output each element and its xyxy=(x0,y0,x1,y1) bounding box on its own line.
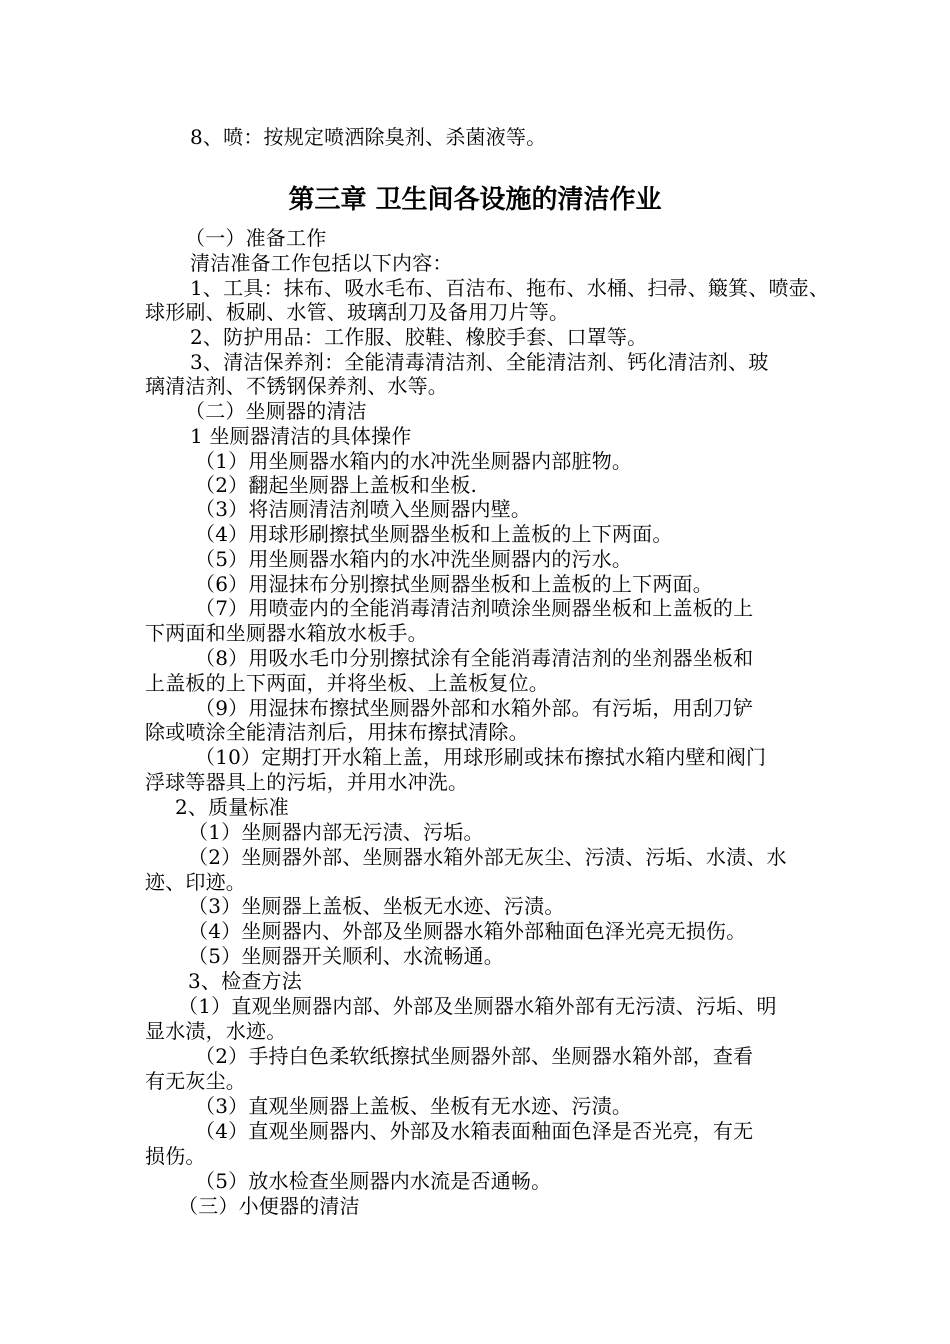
list-item: （1）直观坐厕器内部、外部及坐厕器水箱外部有无污渍、污垢、明 xyxy=(178,994,777,1018)
list-item: （2）坐厕器外部、坐厕器水箱外部无灰尘、污渍、污垢、水渍、水 xyxy=(188,845,787,869)
list-item-continuation: 损伤。 xyxy=(145,1144,206,1168)
list-item: （1）用坐厕器水箱内的水冲洗坐厕器内部脏物。 xyxy=(195,449,633,473)
paragraph-line: 3、清洁保养剂：全能清毒清洁剂、全能清洁剂、钙化清洁剂、玻 xyxy=(190,350,769,374)
list-item: （2）翻起坐厕器上盖板和坐板. xyxy=(195,473,478,497)
subsection-heading: 3、检查方法 xyxy=(188,969,302,993)
list-item: （2）手持白色柔软纸擦拭坐厕器外部、坐厕器水箱外部，查看 xyxy=(195,1044,754,1068)
list-item: （4）直观坐厕器内、外部及水箱表面釉面色泽是否光亮，有无 xyxy=(195,1119,754,1143)
paragraph-line: 清洁准备工作包括以下内容： xyxy=(190,251,453,275)
list-item: （4）用球形刷擦拭坐厕器坐板和上盖板的上下两面。 xyxy=(195,522,673,546)
paragraph-line: 1、工具：抹布、吸水毛布、百洁布、拖布、水桶、扫帚、簸箕、喷壶、 xyxy=(190,276,830,300)
list-item-continuation: 上盖板的上下两面，并将坐板、上盖板复位。 xyxy=(145,671,549,695)
list-item: （4）坐厕器内、外部及坐厕器水箱外部釉面色泽光亮无损伤。 xyxy=(188,919,747,943)
list-item: （3）坐厕器上盖板、坐板无水迹、污渍。 xyxy=(188,894,565,918)
list-item: （5）放水检查坐厕器内水流是否通畅。 xyxy=(195,1169,552,1193)
paragraph-line: 璃清洁剂、不锈钢保养剂、水等。 xyxy=(145,374,448,398)
section-heading: （三）小便器的清洁 xyxy=(178,1194,360,1218)
section-heading: （一）准备工作 xyxy=(185,226,327,250)
chapter-title: 第三章 卫生间各设施的清洁作业 xyxy=(288,185,662,215)
list-item: （6）用湿抹布分别擦拭坐厕器坐板和上盖板的上下两面。 xyxy=(195,572,713,596)
list-item: （3）直观坐厕器上盖板、坐板有无水迹、污渍。 xyxy=(195,1094,633,1118)
list-item: （7）用喷壶内的全能消毒清洁剂喷涂坐厕器坐板和上盖板的上 xyxy=(195,596,754,620)
list-item: （5）用坐厕器水箱内的水冲洗坐厕器内的污水。 xyxy=(195,547,633,571)
paragraph-line: 2、防护用品：工作服、胶鞋、橡胶手套、口罩等。 xyxy=(190,325,648,349)
subsection-heading: 1 坐厕器清洁的具体操作 xyxy=(190,424,412,448)
list-item-continuation: 下两面和坐厕器水箱放水板手。 xyxy=(145,621,428,645)
paragraph-line: 球形刷、板刷、水管、玻璃刮刀及备用刀片等。 xyxy=(145,300,570,324)
list-item-continuation: 有无灰尘。 xyxy=(145,1069,246,1093)
list-item-continuation: 显水渍，水迹。 xyxy=(145,1019,287,1043)
list-item-continuation: 迹、印迹。 xyxy=(145,870,246,894)
list-item: （1）坐厕器内部无污渍、污垢。 xyxy=(188,820,484,844)
list-item: （3）将洁厕清洁剂喷入坐厕器内壁。 xyxy=(195,497,532,521)
list-item: （5）坐厕器开关顺利、水流畅通。 xyxy=(188,944,504,968)
list-item-continuation: 除或喷涂全能清洁剂后，用抹布擦拭清除。 xyxy=(145,720,529,744)
list-item: （10）定期打开水箱上盖，用球形刷或抹布擦拭水箱内壁和阀门 xyxy=(195,745,767,769)
list-item: （8）用吸水毛巾分别擦拭涂有全能消毒清洁剂的坐剂器坐板和 xyxy=(195,646,754,670)
list-item: （9）用湿抹布擦拭坐厕器外部和水箱外部。有污垢，用刮刀铲 xyxy=(195,696,754,720)
list-item-continuation: 浮球等器具上的污垢，并用水冲洗。 xyxy=(145,770,469,794)
subsection-heading: 2、质量标准 xyxy=(175,795,289,819)
text-line-top: 8、喷：按规定喷洒除臭剂、杀菌液等。 xyxy=(190,125,547,149)
section-heading: （二）坐厕器的清洁 xyxy=(185,399,367,423)
